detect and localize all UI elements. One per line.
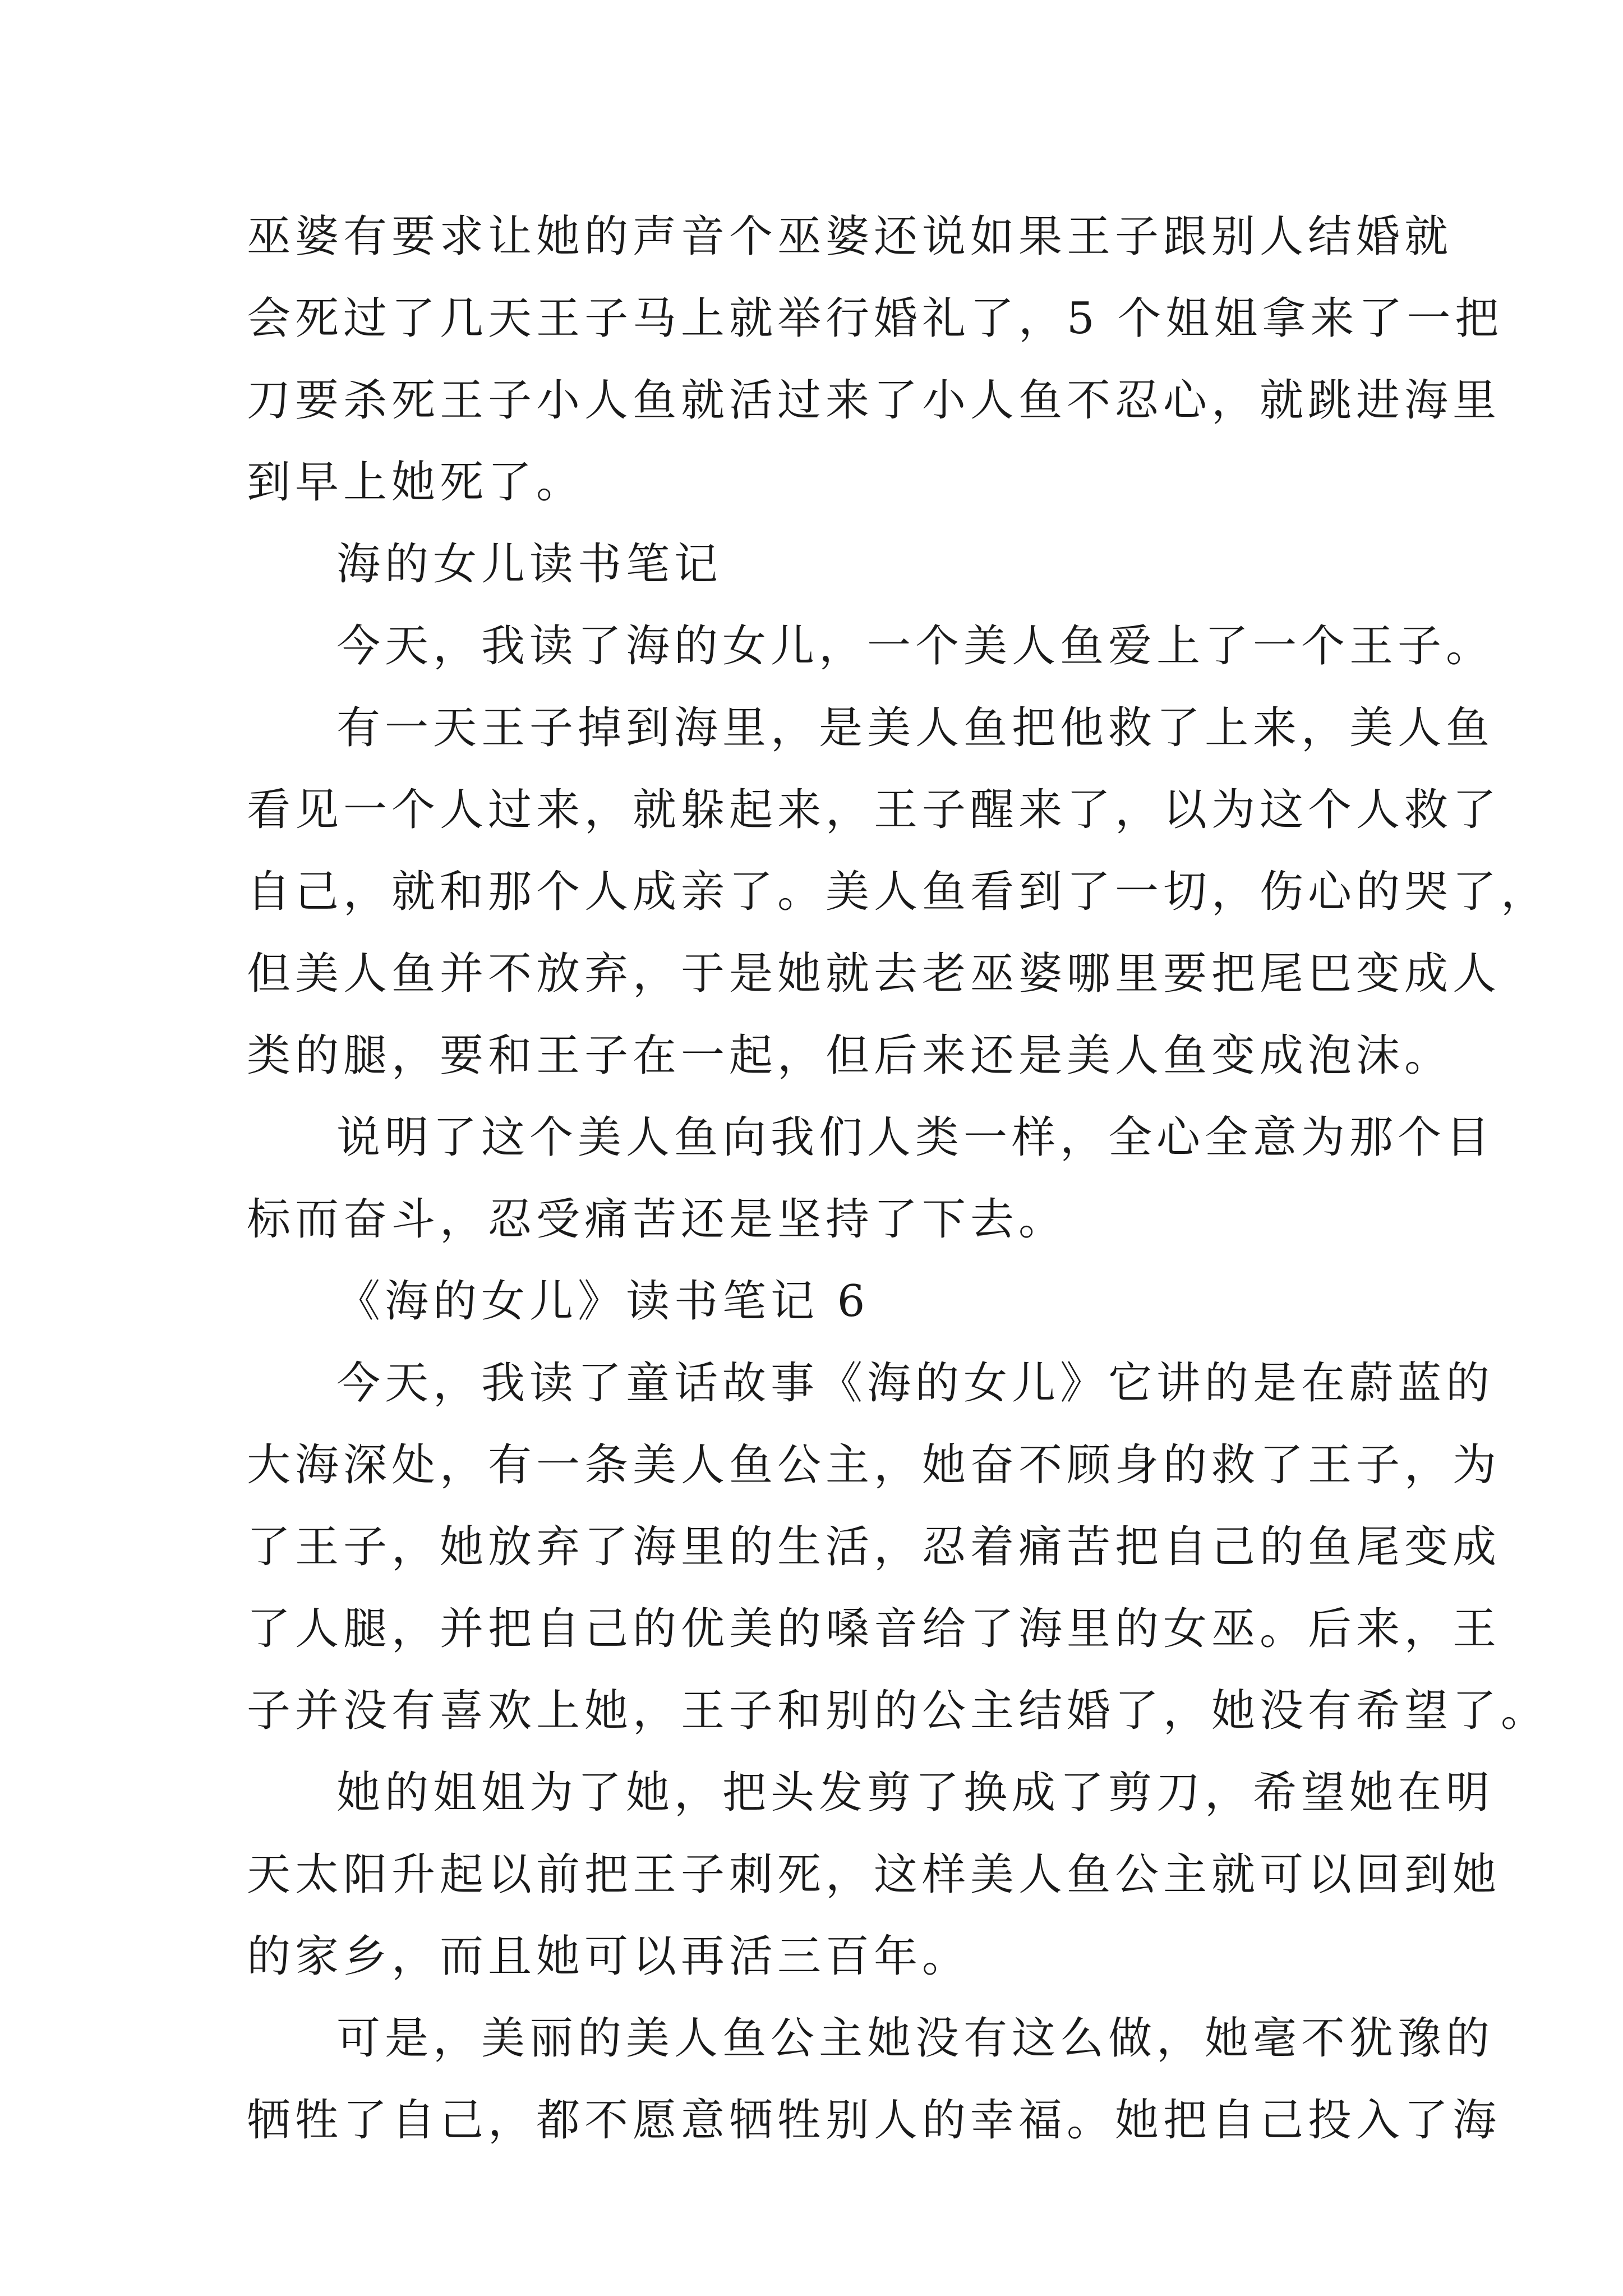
text-line: 自己，就和那个人成亲了。美人鱼看到了一切，伤心的哭了， [247, 867, 1550, 917]
text-line: 标而奋斗，忍受痛苦还是坚持了下去。 [247, 1194, 1067, 1245]
text-line: 今天，我读了童话故事《海的女儿》它讲的是在蔚蓝的 [336, 1358, 1495, 1409]
text-line: 巫婆有要求让她的声音个巫婆还说如果王子跟别人结婚就 [247, 211, 1453, 262]
text-line: 但美人鱼并不放弃，于是她就去老巫婆哪里要把尾巴变成人 [247, 949, 1501, 999]
text-line: 的家乡，而且她可以再活三百年。 [247, 1931, 971, 1982]
text-line: 子并没有喜欢上她，王子和别的公主结婚了，她没有希望了。 [247, 1686, 1550, 1736]
text-line: 看见一个人过来，就躲起来，王子醒来了，以为这个人救了 [247, 785, 1501, 835]
text-line: 会死过了几天王子马上就举行婚礼了，5 个姐姐拿来了一把 [247, 293, 1504, 344]
section-heading: 海的女儿读书笔记 [336, 539, 723, 590]
text-line: 天太阳升起以前把王子刺死，这样美人鱼公主就可以回到她 [247, 1849, 1501, 1900]
text-line: 有一天王子掉到海里，是美人鱼把他救了上来，美人鱼 [336, 703, 1495, 753]
text-line: 说明了这个美人鱼向我们人类一样，全心全意为那个目 [336, 1112, 1495, 1163]
text-line: 她的姐姐为了她，把头发剪了换成了剪刀，希望她在明 [336, 1768, 1495, 1818]
text-line: 可是，美丽的美人鱼公主她没有这么做，她毫不犹豫的 [336, 2013, 1495, 2064]
text-line: 了人腿，并把自己的优美的嗓音给了海里的女巫。后来，王 [247, 1604, 1501, 1654]
text-line: 刀要杀死王子小人鱼就活过来了小人鱼不忍心，就跳进海里 [247, 375, 1501, 426]
text-line: 牺牲了自己，都不愿意牺牲别人的幸福。她把自己投入了海 [247, 2095, 1501, 2146]
text-line: 今天，我读了海的女儿，一个美人鱼爱上了一个王子。 [336, 621, 1495, 671]
section-heading: 《海的女儿》读书笔记 6 [336, 1276, 870, 1327]
text-line: 类的腿，要和王子在一起，但后来还是美人鱼变成泡沫。 [247, 1030, 1453, 1081]
text-line: 大海深处，有一条美人鱼公主，她奋不顾身的救了王子，为 [247, 1440, 1501, 1490]
text-line: 了王子，她放弃了海里的生活，忍着痛苦把自己的鱼尾变成 [247, 1522, 1501, 1572]
text-line: 到早上她死了。 [247, 457, 585, 508]
